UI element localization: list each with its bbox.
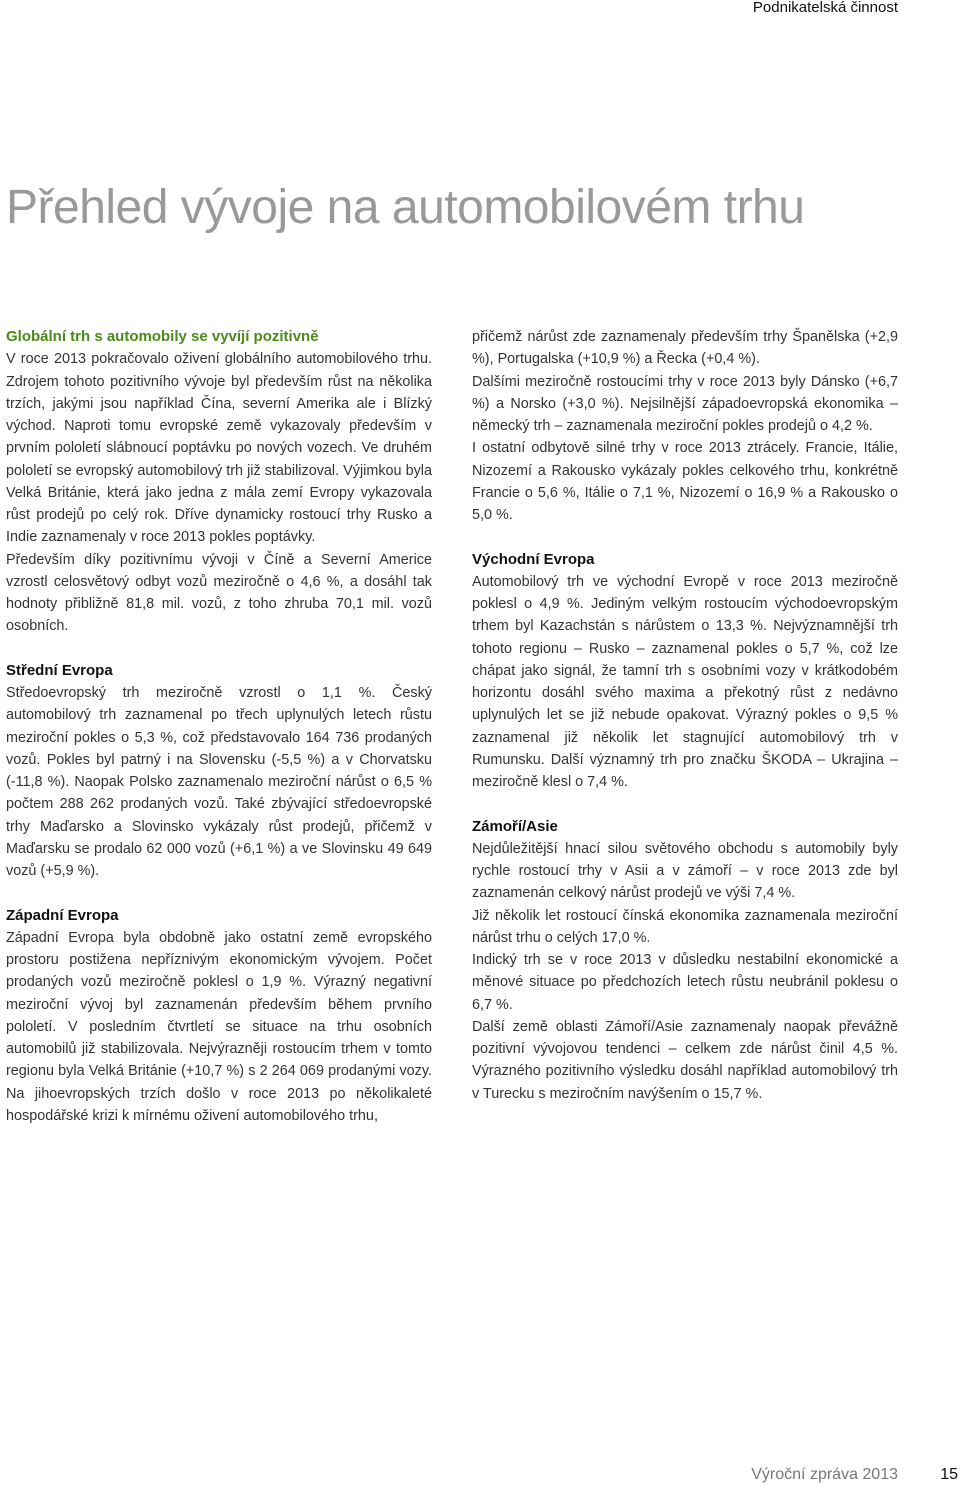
footer-report-title: Výroční zpráva 2013: [751, 1466, 898, 1483]
heading-global-market: Globální trh s automobily se vyvíjí pozitivně: [6, 328, 319, 345]
heading-overseas-asia: Zámoří/Asie: [472, 817, 558, 835]
paragraph-overseas-2: Již několik let rostoucí čínská ekonomika zaznamenala meziroční nárůst trhu o celých 17,0 %.: [472, 907, 898, 946]
heading-eastern-europe: Východní Evropa: [472, 550, 595, 568]
paragraph-western-4: I ostatní odbytově silné trhy v roce 2013 ztrácely. Francie, Itálie, Nizozemí a Rakousko vykázaly pokles celkového trhu, konkrétně Francie o 5,6 %, Itálie o 7,1 %, Nizozemí o 16,9 % a Rakousko o 5,0 %.: [472, 440, 898, 523]
left-column: [6, 326, 432, 1127]
page-number: 15: [940, 1466, 958, 1483]
page-title: Přehled vývoje na automobilovém trhu: [6, 181, 805, 234]
section-label: Podnikatelská činnost: [752, 0, 898, 16]
paragraph-western-3: Dalšími meziročně rostoucími trhy v roce 2013 byly Dánsko (+6,7 %) a Norsko (+3,0 %). Nejsilnější západoevropská ekonomika – německý trh – zaznamenala meziroční pokles prodejů o 4,2 %.: [472, 373, 898, 434]
paragraph-global-1: V roce 2013 pokračovalo oživení globálního automobilového trhu. Zdrojem tohoto pozitivního vývoje byl především růst na několika trzích, jakými jsou například Čína, severní Amerika ale i Blízký východ. Naproti tomu evropské země vykazovaly především v prvním pololetí slábnoucí poptávku po nových vozech. Ve druhém pololetí se evropský automobilový trh již stabilizoval. Výjimkou byla Velká Británie, která jako jedna z mála zemí Evropy vykazovala růst prodejů po celý rok. Dříve dynamicky rostoucí trhy Rusko a Indie zaznamenaly v roce 2013 pokles poptávky.: [6, 351, 432, 546]
right-column: [472, 326, 898, 1105]
paragraph-overseas-3: Indický trh se v roce 2013 v důsledku nestabilní ekonomické a měnové situace po předchozích letech růstu neubránil poklesu o 6,7 %.: [472, 952, 898, 1013]
paragraph-western-2: přičemž nárůst zde zaznamenaly především trhy Španělska (+2,9 %), Portugalska (+10,9 %) a Řecka (+0,4 %).: [472, 329, 898, 368]
heading-western-europe: Západní Evropa: [6, 906, 119, 924]
paragraph-overseas-4: Další země oblasti Zámoří/Asie zaznamenaly naopak převážně pozitivní vývojovou tendenci – celkem zde nárůst činil 4,5 %. Výrazného pozitivního výsledku dosáhl například automobilový trh v Turecku s meziročním navýšením o 15,7 %.: [472, 1018, 898, 1102]
paragraph-eastern-1: Automobilový trh ve východní Evropě v roce 2013 meziročně poklesl o 4,9 %. Jediným velkým rostoucím východoevropským trhem byl Kazachstán s nárůstem o 13,3 %. Nejvýznamnější trh tohoto regionu – Rusko – zaznamenal pokles o 5,7 %, což lze chápat jako signál, že tamní trh s osobními vozy v krátkodobém horizontu dosáhl svého maxima a překotný růst z nedávno uplynulých let se již nebude opakovat. Výrazný pokles o 9,5 % zaznamenal již několik let stagnující automobilový trh v Rumunsku. Další významný trh pro značku ŠKODA – Ukrajina – meziročně klesl o 7,4 %.: [472, 573, 898, 790]
paragraph-central-1: Středoevropský trh meziročně vzrostl o 1,1 %. Český automobilový trh zaznamenal po třech uplynulých letech růstu meziroční pokles o 5,3 %, což představovalo 164 736 prodaných vozů. Pokles byl patrný i na Slovensku (-5,5 %) a v Chorvatsku (-11,8 %). Naopak Polsko zaznamenalo meziroční nárůst o 6,5 % počtem 288 262 prodaných vozů. Také zbývající středoevropské trhy Maďarsko a Slovinsko vykázaly růst prodejů, přičemž v Maďarsku se prodalo 62 000 vozů (+6,1 %) a ve Slovinsku 49 649 vozů (+5,9 %).: [6, 685, 432, 879]
heading-central-europe: Střední Evropa: [6, 661, 113, 679]
paragraph-global-2: Především díky pozitivnímu vývoji v Číně a Severní Americe vzrostl celosvětový odbyt vozů meziročně o 4,6 %, a dosáhl tak hodnoty přibližně 81,8 mil. vozů, z toho zhruba 70,1 mil. vozů osobních.: [6, 551, 432, 635]
paragraph-overseas-1: Nejdůležitější hnací silou světového obchodu s automobily byly rychle rostoucí trhy v Asii a v zámoří – v roce 2013 zde byl zaznamenán celkový nárůst prodejů ve výši 7,4 %.: [472, 840, 898, 902]
paragraph-western-1: Západní Evropa byla obdobně jako ostatní země evropského prostoru postižena nepříznivým ekonomickým vývojem. Počet prodaných vozů meziročně poklesl o 1,9 %. Výrazný negativní meziroční vývoj byl zaznamenán především během prvního pololetí. V posledním čtvrtletí se situace na trhu osobních automobilů již stabilizovala. Nejvýrazněji rostoucím trhem v tomto regionu byla Velká Británie (+10,7 %) s 2 264 069 prodanými vozy. Na jihoevropských trzích došlo v roce 2013 po několikaleté hospodářské krizi k mírnému oživení automobilového trhu,: [6, 929, 432, 1124]
